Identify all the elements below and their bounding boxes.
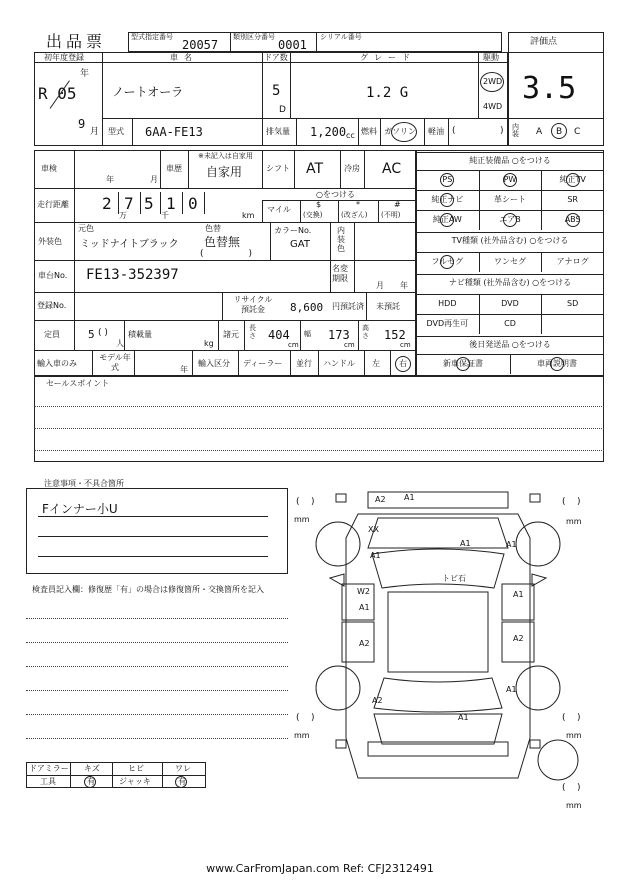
equipment-item: ワンセグ <box>493 257 526 266</box>
cooler-value: AC <box>382 161 402 177</box>
lamp-fl <box>336 494 346 502</box>
equipment-circle-mark <box>503 173 517 187</box>
model-label: 型式 <box>108 127 124 136</box>
mm-rr: mm <box>566 731 582 740</box>
equipment-circle-mark <box>503 213 517 227</box>
mark-right-rear-a2: A2 <box>513 634 524 643</box>
equipment-item: DVD <box>501 299 519 308</box>
width-label: 幅 <box>304 330 311 338</box>
mileage-circle-note: ○をつける <box>316 190 355 199</box>
length-value: 404 <box>268 328 290 342</box>
model-year-unit: 年 <box>180 365 188 374</box>
first-reg-label: 初年度登録 <box>44 53 84 62</box>
repaint-label: 色替 <box>205 224 221 233</box>
load-label: 積載量 <box>128 330 152 339</box>
mm-spare: mm <box>566 801 582 810</box>
drive-2wd: 2WD <box>483 77 503 86</box>
mark-left-rear-a2: A2 <box>359 639 370 648</box>
legend-tool: 工具 <box>40 777 56 786</box>
bracket-rr: ( ) <box>562 713 581 723</box>
legend-jack: ジャッキ <box>119 777 151 786</box>
color-no-label: カラーNo. <box>274 226 312 235</box>
fuel-gasoline: ガソリン <box>384 127 416 136</box>
cc-unit: cc <box>346 131 355 140</box>
mark-rear-left-a2: A2 <box>372 696 383 705</box>
recycle-amount: 8,600 <box>290 301 324 314</box>
length-cm: cm <box>288 341 299 349</box>
notes-title: 注意事項・不具合箇所 <box>44 479 124 488</box>
legend-mirror-label: ドアミラー <box>29 764 69 773</box>
handle-left: 左 <box>372 359 380 368</box>
name-change-month-unit: 月 <box>376 281 384 290</box>
equipment-item: 新車保証書 <box>443 359 483 368</box>
history-value: 自家用 <box>206 165 243 179</box>
interior-color-label: 内装色 <box>337 226 345 253</box>
form-title: 出品票 <box>46 32 107 51</box>
displacement-label: 排気量 <box>266 127 290 136</box>
footer-ref: www.CarFromJapan.com Ref: CFJ2312491 <box>206 862 434 875</box>
chassis-number: FE13-352397 <box>86 267 179 283</box>
interior-label: 内装 <box>512 123 519 138</box>
lamp-fr <box>530 494 540 502</box>
inspector-title: 検査員記入欄：修復歴「有」の場合は修復箇所・交換箇所を記入 <box>32 585 264 594</box>
category-label: 類別区分番号 <box>233 33 275 41</box>
cooler-label: 冷房 <box>344 164 360 173</box>
mark-front-left-a1: A1 <box>370 551 381 560</box>
mark-rear-right-a1: A1 <box>506 685 517 694</box>
equipment-circle-mark <box>566 173 580 187</box>
width-value: 173 <box>328 328 350 342</box>
model-designation-number: 20057 <box>182 38 219 52</box>
repaint-value: 色替無 <box>204 235 241 249</box>
history-note: ※未記入は自家用 <box>198 152 253 160</box>
serial-label: シリアル番号 <box>320 33 362 41</box>
model-year-label: モデル年式 <box>99 353 131 372</box>
interior-circle <box>551 123 567 139</box>
equipment-item: 車両説明書 <box>537 359 577 368</box>
mark-windshield-stone: トビ石 <box>442 574 466 583</box>
length-label: 長さ <box>249 324 256 340</box>
category-number: 0001 <box>278 38 307 52</box>
legend-break: ワレ <box>175 764 191 773</box>
equipment-item: エアB <box>499 215 521 224</box>
mark-left-front-a1: A1 <box>359 603 370 612</box>
bracket-rl: ( ) <box>296 713 315 723</box>
capacity-unit: 人 <box>116 339 124 348</box>
wheel-front-right <box>516 522 560 566</box>
legend-tool-has: 有 <box>87 777 95 786</box>
legend-jack-has: 有 <box>178 777 186 786</box>
bracket-fr: ( ) <box>562 497 581 507</box>
displacement-value: 1,200 <box>310 125 347 139</box>
mileage-digit: 7 <box>124 194 134 213</box>
mileage-km-unit: km <box>242 211 255 220</box>
vehicle-name-label: 車名 <box>170 53 198 62</box>
wheel-rear-left <box>316 666 360 710</box>
mark-trunk-a1: A1 <box>458 713 469 722</box>
fuel-label: 燃料 <box>361 127 377 136</box>
mile-label: マイル <box>267 205 291 214</box>
dim-label: 諸元 <box>223 330 239 339</box>
handle-circle <box>395 356 411 372</box>
doors-label: ドア数 <box>264 53 288 62</box>
equipment-item: SD <box>567 299 579 308</box>
sales-point-label: セールスポイント <box>46 379 110 388</box>
mm-fr: mm <box>566 517 582 526</box>
grade-value: 1.2 G <box>366 85 409 101</box>
fuel-circle <box>391 122 417 142</box>
name-change-day-unit: 年 <box>400 281 408 290</box>
fuel-light-oil: 軽油 <box>428 127 444 136</box>
model-code: 6AA-FE13 <box>145 125 203 139</box>
wheel-rear-right <box>516 666 560 710</box>
equipment-section-title: TV種類 (社外品含む) ○をつける <box>451 236 569 245</box>
mileage-digit: 2 <box>102 194 112 213</box>
exchange-label: (交換) <box>303 211 323 219</box>
import-div-label: 輸入区分 <box>198 359 230 368</box>
windshield <box>372 549 504 588</box>
wheel-front-left <box>316 522 360 566</box>
roof <box>388 592 488 672</box>
equipment-item: DVD再生可 <box>426 319 469 328</box>
vehicle-name: ノートオーラ <box>112 85 184 99</box>
handle-right: 右 <box>399 359 407 368</box>
model-designation-label: 型式指定番号 <box>131 33 173 41</box>
bracket-spare: ( ) <box>562 783 581 793</box>
rear-window <box>374 678 502 712</box>
mileage-digit: 0 <box>188 194 198 213</box>
drive-4wd: 4WD <box>483 102 503 111</box>
equipment-item: 純正TV <box>559 175 586 184</box>
mark-front-right-a1: A1 <box>506 540 517 549</box>
equipment-section-title: ナビ種類 (社外品含む) ○をつける <box>448 278 572 287</box>
orig-color-value: ミッドナイトブラック <box>80 239 179 250</box>
equipment-item: PW <box>503 175 517 184</box>
interior-b: B <box>556 127 563 137</box>
mm-fl: mm <box>294 515 310 524</box>
height-value: 152 <box>384 328 406 342</box>
equipment-circle-mark <box>456 357 470 371</box>
equipment-circle-mark <box>550 357 564 371</box>
car-damage-diagram <box>288 488 608 818</box>
equipment-item: 革シート <box>493 195 526 204</box>
equipment-circle-mark <box>566 213 580 227</box>
history-label: 車歴 <box>166 164 182 173</box>
handle-label: ハンドル <box>323 359 355 368</box>
first-reg-month: 9 <box>78 117 86 131</box>
chassis-label: 車台No. <box>38 271 68 280</box>
notes-box <box>26 488 288 574</box>
capacity-paren: ( ) <box>98 328 108 338</box>
recycle-label: リサイクル預託金 <box>233 295 273 314</box>
exterior-label: 外装色 <box>38 237 62 246</box>
year-unit: 年 <box>80 69 90 79</box>
mark-left-front-w2: W2 <box>357 587 370 596</box>
legend-jack-circle <box>175 776 187 788</box>
bracket-fl: ( ) <box>296 497 315 507</box>
first-reg-year: R 05 <box>38 84 77 103</box>
recycle-unit: 円預託済 <box>332 302 364 311</box>
unknown-symbol: # <box>394 200 401 209</box>
grade-label: グレード <box>360 53 416 62</box>
equipment-item: HDD <box>438 299 457 308</box>
mileage-digit: 1 <box>166 194 176 213</box>
orig-color-label: 元色 <box>78 224 94 233</box>
lamp-rr <box>530 740 540 748</box>
shaken-label: 車検 <box>41 164 57 173</box>
score-label: 評価点 <box>530 37 558 47</box>
equipment-item: CD <box>504 319 516 328</box>
capacity-value: 5 <box>88 328 95 341</box>
front-bumper-box <box>368 492 508 508</box>
interior-c: C <box>574 127 581 137</box>
load-kg-unit: kg <box>204 339 214 348</box>
month-unit: 月 <box>90 127 100 137</box>
equipment-item: フルセグ <box>431 257 464 266</box>
mark-front-left-xx: XX <box>368 525 379 534</box>
equipment-item: 純正ナビ <box>431 195 464 204</box>
lamp-rl <box>336 740 346 748</box>
equipment-section-title: 純正装備品 ○をつける <box>469 156 551 165</box>
equipment-item: PS <box>442 175 453 184</box>
mm-rl: mm <box>294 731 310 740</box>
score-value: 3.5 <box>522 71 577 106</box>
repaint-paren: ( ) <box>200 249 253 259</box>
equipment-item: SR <box>567 195 578 204</box>
mark-front-bumper-a2: A2 <box>375 495 386 504</box>
not-deposited: 未預託 <box>376 302 400 311</box>
mark-right-front-a1: A1 <box>513 590 524 599</box>
exchange-symbol: $ <box>316 200 322 209</box>
notes-text: Fインナー小U <box>42 502 118 516</box>
door-count: 5 <box>272 83 281 99</box>
paren-close: ) <box>500 126 504 136</box>
paren-open: ( <box>452 126 456 136</box>
import-dealer: ディーラー <box>243 359 283 368</box>
tamper-symbol: * <box>356 200 360 209</box>
legend-crack: ヒビ <box>128 764 144 773</box>
mileage-digit: 5 <box>144 194 154 213</box>
import-parallel: 並行 <box>296 359 312 368</box>
shaken-year-unit: 年 <box>106 175 114 184</box>
color-no-value: GAT <box>290 239 310 250</box>
trunk <box>374 714 502 744</box>
equipment-item: 純正AW <box>432 215 462 224</box>
equipment-item: アナログ <box>556 257 589 266</box>
mark-front-bumper-a1: A1 <box>404 493 415 502</box>
mark-hood-a1: A1 <box>460 539 471 548</box>
wheel-spare <box>538 740 578 780</box>
capacity-label: 定員 <box>44 330 60 339</box>
drive-label: 駆動 <box>483 53 499 62</box>
shaken-month-unit: 月 <box>150 175 158 184</box>
width-cm: cm <box>344 341 355 349</box>
shift-value: AT <box>306 161 324 177</box>
door-suffix: D <box>279 105 286 115</box>
mileage-sen-unit: 千 <box>161 211 169 220</box>
legend-tool-circle <box>84 776 96 788</box>
interior-a: A <box>536 127 543 137</box>
height-label: 高さ <box>362 324 369 340</box>
name-change-label: 名変期限 <box>332 264 348 283</box>
import-only-label: 輸入車のみ <box>37 359 77 368</box>
mileage-man-unit: 万 <box>119 211 127 220</box>
hood <box>368 518 508 548</box>
mileage-label: 走行距離 <box>37 200 69 209</box>
tamper-label: (改ざん) <box>341 211 368 219</box>
equipment-item: ABS <box>564 215 581 224</box>
shift-label: シフト <box>266 164 290 173</box>
height-cm: cm <box>400 341 411 349</box>
equipment-section-title: 後日発送品 ○をつける <box>469 340 551 349</box>
reg-no-label: 登録No. <box>37 301 67 310</box>
legend-scratch: キズ <box>84 764 100 773</box>
unknown-label: (不明) <box>381 211 401 219</box>
